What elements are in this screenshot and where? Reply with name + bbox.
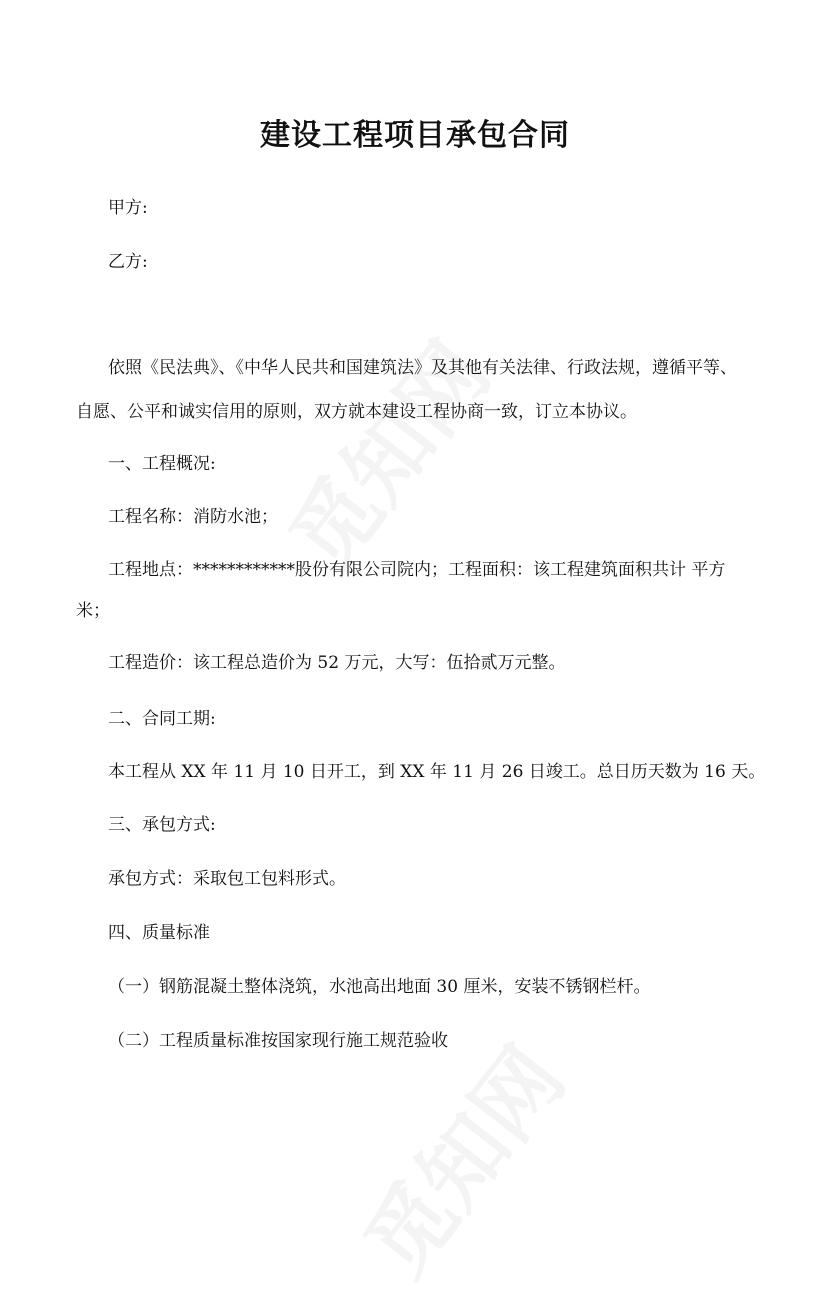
section2-heading: 二、合同工期:	[108, 709, 216, 729]
schedule-text: 本工程从 XX 年 11 月 10 日开工，到 XX 年 11 月 26 日竣工。总日历天数为 16 天。	[108, 762, 766, 782]
party-b-label: 乙方:	[108, 252, 148, 272]
project-location-line1: 工程地点：************股份有限公司院内；工程面积：该工程建筑面积共计 平方	[108, 560, 726, 580]
contract-method: 承包方式：采取包工包料形式。	[108, 869, 346, 889]
watermark-bottom	[331, 1017, 588, 1297]
quality-item-1: （一）钢筋混凝土整体浇筑，水池高出地面 30 厘米，安装不锈钢栏杆。	[108, 977, 651, 997]
intro-paragraph-line1: 依照《民法典》、《中华人民共和国建筑法》及其他有关法律、行政法规，遵循平等、	[108, 358, 737, 378]
project-cost: 工程造价：该工程总造价为 52 万元，大写：伍拾贰万元整。	[108, 653, 566, 673]
document-title: 建设工程项目承包合同	[260, 118, 570, 153]
section4-heading: 四、质量标准	[108, 923, 210, 943]
section3-heading: 三、承包方式:	[108, 815, 216, 835]
project-name: 工程名称：消防水池；	[108, 507, 278, 527]
quality-item-2: （二）工程质量标准按国家现行施工规范验收	[108, 1031, 448, 1051]
section1-heading: 一、工程概况:	[108, 454, 216, 474]
party-a-label: 甲方:	[108, 198, 148, 218]
project-location-line2: 米；	[76, 601, 110, 621]
intro-paragraph-line2: 自愿、公平和诚实信用的原则，双方就本建设工程协商一致，订立本协议。	[76, 402, 637, 422]
